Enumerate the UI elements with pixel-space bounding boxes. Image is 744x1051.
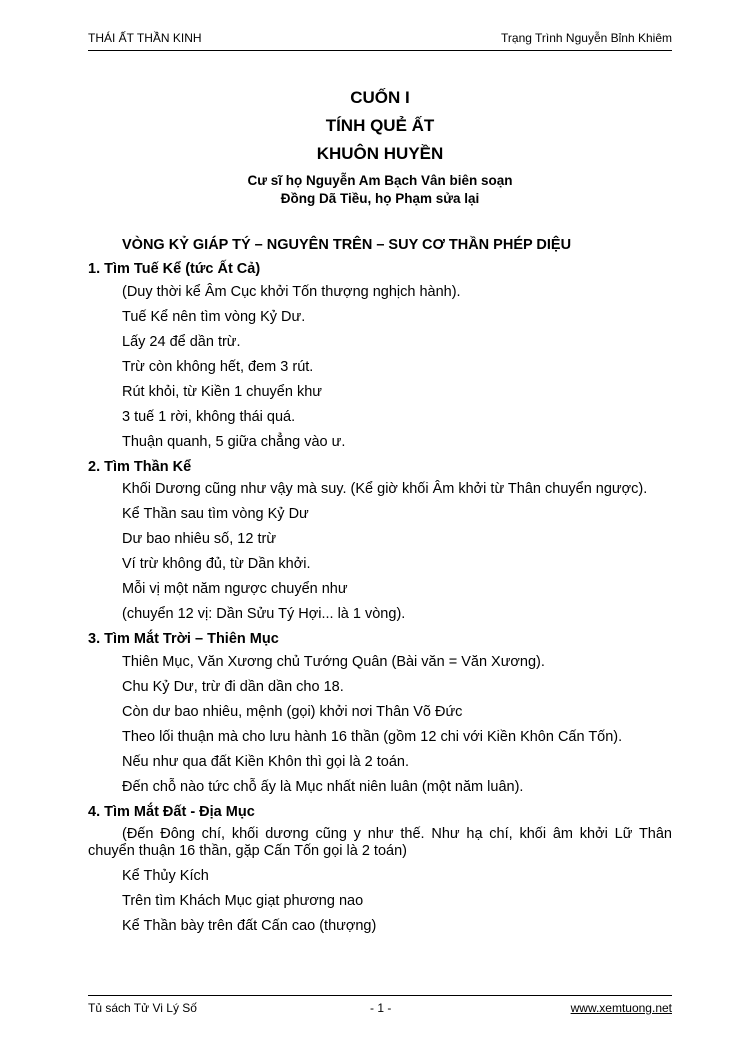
header-author: Trạng Trình Nguyễn Bỉnh Khiêm bbox=[501, 31, 672, 45]
footer-website-link[interactable]: www.xemtuong.net bbox=[570, 1001, 672, 1015]
verse-line: Dư bao nhiêu số, 12 trừ bbox=[122, 531, 277, 547]
page-body bbox=[88, 236, 672, 942]
page-number: - 1 - bbox=[370, 1001, 392, 1015]
page-header bbox=[88, 31, 672, 51]
verse-line: Nếu như qua đất Kiền Khôn thì gọi là 2 toán. bbox=[122, 754, 410, 770]
verse-line: Tuế Kể nên tìm vòng Kỷ Dư. bbox=[122, 309, 306, 325]
verse-line: Trừ còn không hết, đem 3 rút. bbox=[122, 359, 314, 375]
section-3-heading: 3. Tìm Mắt Trời – Thiên Mục bbox=[88, 631, 279, 647]
verse-line: Theo lối thuận mà cho lưu hành 16 thần (gồm 12 chi với Kiền Khôn Cấn Tốn). bbox=[122, 729, 623, 745]
verse-line: Trên tìm Khách Mục giạt phương nao bbox=[122, 893, 364, 909]
section-2-heading: 2. Tìm Thần Kể bbox=[88, 459, 192, 475]
verse-line: (chuyển 12 vị: Dần Sửu Tý Hợi... là 1 vòng). bbox=[122, 606, 406, 622]
footer-library: Tủ sách Tử Vi Lý Số bbox=[88, 1001, 197, 1015]
verse-line: Ví trừ không đủ, từ Dần khởi. bbox=[122, 556, 311, 572]
section-1-heading: 1. Tìm Tuế Kể (tức Ất Cả) bbox=[88, 261, 261, 277]
page-footer bbox=[88, 995, 672, 1017]
header-book-title: THÁI ẤT THẦN KINH bbox=[88, 31, 202, 45]
verse-line: Thuận quanh, 5 giữa chẳng vào ư. bbox=[122, 434, 346, 450]
paragraph: (Đến Đông chí, khối dương cũng y như thế. Như hạ chí, khối âm khởi Lữ Thân chuyển thuận 16 thần, gặp Cấn Tốn gọi là 2 toán) bbox=[88, 826, 672, 859]
verse-line: Mỗi vị một năm ngược chuyển như bbox=[122, 581, 348, 597]
verse-line: Thiên Mục, Văn Xương chủ Tướng Quân (Bài văn = Văn Xương). bbox=[122, 654, 545, 670]
verse-line: Lấy 24 để dần trừ. bbox=[122, 334, 241, 350]
verse-line: Còn dư bao nhiêu, mệnh (gọi) khởi nơi Thân Võ Đức bbox=[122, 704, 463, 720]
editor-credit: Đồng Dã Tiều, họ Phạm sửa lại bbox=[280, 191, 480, 206]
verse-line: (Duy thời kể Âm Cục khởi Tốn thượng nghịch hành). bbox=[122, 284, 461, 300]
verse-line: 3 tuế 1 rời, không thái quá. bbox=[122, 409, 296, 425]
verse-line: Kể Thần sau tìm vòng Kỷ Dư bbox=[122, 506, 309, 522]
volume-title: CUỐN I bbox=[350, 88, 410, 107]
verse-line: Kể Thủy Kích bbox=[122, 868, 209, 884]
chapter-title: TÍNH QUẺ ẤT bbox=[325, 116, 435, 135]
compiler-credit: Cư sĩ họ Nguyễn Am Bạch Vân biên soạn bbox=[247, 173, 513, 188]
verse-line: Kể Thần bày trên đất Cấn cao (thượng) bbox=[122, 918, 377, 934]
section-4-heading: 4. Tìm Mắt Đất - Địa Mục bbox=[88, 804, 255, 820]
title-block bbox=[88, 84, 672, 208]
verse-line: Đến chỗ nào tức chỗ ấy là Mục nhất niên luân (một năm luân). bbox=[122, 779, 524, 795]
paragraph: Khối Dương cũng như vậy mà suy. (Kể giờ khối Âm khởi từ Thân chuyển ngược). bbox=[122, 481, 648, 497]
section-title: VÒNG KỶ GIÁP TÝ – NGUYÊN TRÊN – SUY CƠ THẦN PHÉP DIỆU bbox=[122, 237, 572, 253]
chapter-subtitle: KHUÔN HUYỀN bbox=[316, 144, 444, 163]
verse-line: Chu Kỷ Dư, trừ đi dần dần cho 18. bbox=[122, 679, 344, 695]
verse-line: Rút khỏi, từ Kiền 1 chuyển khư bbox=[122, 384, 322, 400]
